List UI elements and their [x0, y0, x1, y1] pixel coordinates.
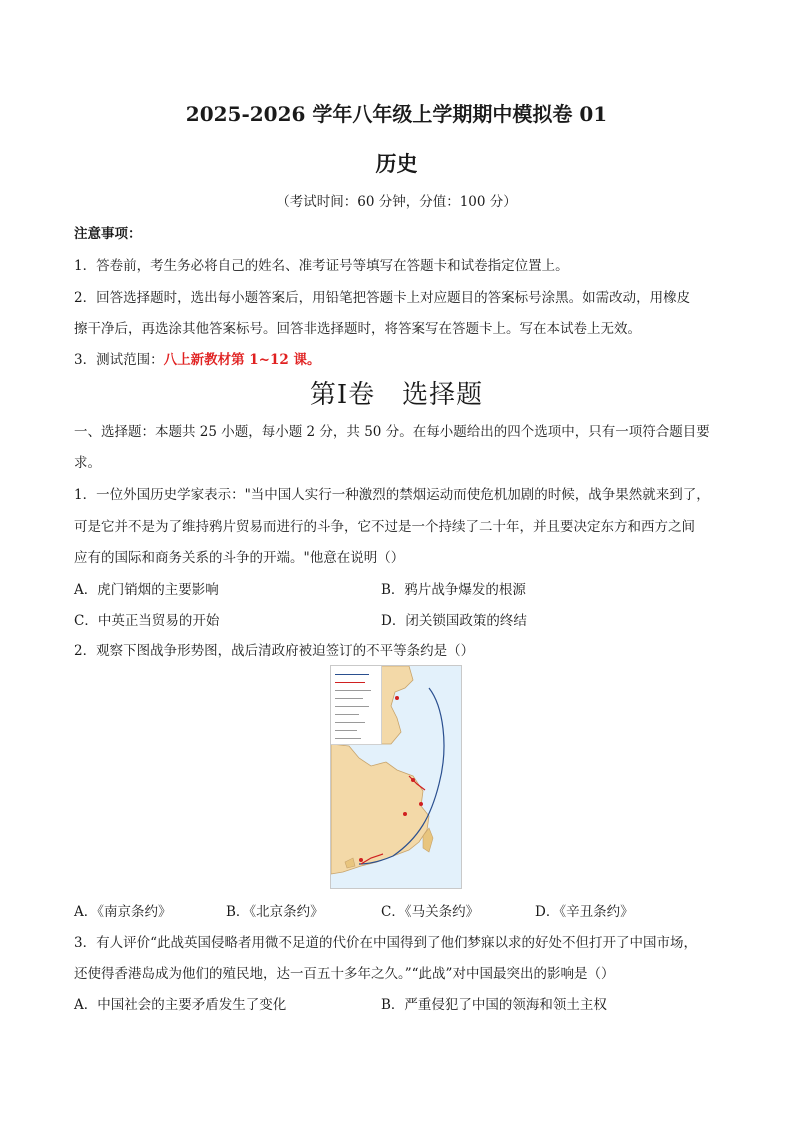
q2-stem: 2．观察下图战争形势图，战后清政府被迫签订的不平等条约是（） — [74, 643, 475, 659]
legend-swatch — [335, 722, 365, 723]
section-intro-line-1: 一、选择题：本题共 25 小题，每小题 2 分，共 50 分。在每小题给出的四个选项中，只有一项符合题目要 — [74, 424, 710, 440]
exam-meta: （考试时间：60 分钟，分值：100 分） — [276, 194, 517, 210]
legend-swatch — [335, 674, 369, 675]
q2-option-b: B．《北京条约》 — [226, 904, 324, 920]
legend-swatch — [335, 730, 357, 731]
q1-stem-line-1: 1．一位外国历史学家表示："当中国人实行一种激烈的禁烟运动而使危机加剧的时候，战争果然就来到了， — [74, 487, 710, 503]
q2-option-a: A．《南京条约》 — [74, 904, 172, 920]
legend-swatch — [335, 682, 365, 683]
section-title: 第Ⅰ卷 选择题 — [309, 380, 484, 410]
legend-swatch — [335, 698, 363, 699]
q3-stem-line-2: 还使得香港岛成为他们的殖民地，达一百五十多年之久。”“此战”对中国最突出的影响是（） — [74, 966, 615, 982]
notice-item-2-line-2: 擦干净后，再选涂其他答案标号。回答非选择题时，将答案写在答题卡上。写在本试卷上无效。 — [74, 321, 641, 337]
q2-option-c: C．《马关条约》 — [381, 904, 480, 920]
test-scope: 八上新教材第 1~12 课。 — [163, 352, 321, 368]
legend-swatch — [335, 690, 371, 691]
subject-title: 历史 — [375, 151, 418, 176]
q1-option-c: C．中英正当贸易的开始 — [74, 613, 220, 629]
q3-option-a: A．中国社会的主要矛盾发生了变化 — [74, 997, 287, 1013]
q3-stem-line-1: 3．有人评价“此战英国侵略者用微不足道的代价在中国得到了他们梦寐以求的好处不但打开了中国市场， — [74, 935, 697, 951]
notice-item-2-line-1: 2．回答选择题时，选出每小题答案后，用铅笔把答题卡上对应题目的答案标号涂黑。如需改动，用橡皮 — [74, 290, 691, 306]
q2-option-d: D．《辛丑条约》 — [535, 904, 634, 920]
q1-option-b: B．鸦片战争爆发的根源 — [381, 582, 526, 598]
q3-option-b: B．严重侵犯了中国的领海和领土主权 — [381, 997, 607, 1013]
q1-option-d: D．闭关锁国政策的终结 — [381, 613, 527, 629]
exam-title: 2025-2026 学年八年级上学期期中模拟卷 01 — [185, 102, 608, 126]
q1-stem-line-3: 应有的国际和商务关系的斗争的开端。"他意在说明（） — [74, 550, 405, 566]
notice-item-1: 1．答卷前，考生务必将自己的姓名、准考证号等填写在答题卡和试卷指定位置上。 — [74, 258, 569, 274]
q1-option-a: A．虎门销烟的主要影响 — [74, 582, 219, 598]
notice-heading: 注意事项： — [74, 226, 142, 242]
notice-item-3 — [74, 348, 321, 368]
section-intro-line-2: 求。 — [74, 455, 101, 471]
map-legend — [331, 666, 382, 745]
war-situation-map — [330, 665, 462, 889]
legend-swatch — [335, 706, 369, 707]
legend-swatch — [335, 738, 361, 739]
notice-item-3-label: 3．测试范围： — [74, 352, 164, 368]
q1-stem-line-2: 可是它并不是为了维持鸦片贸易而进行的斗争，它不过是一个持续了二十年，并且要决定东方和西方之间 — [74, 519, 695, 535]
legend-swatch — [335, 714, 359, 715]
